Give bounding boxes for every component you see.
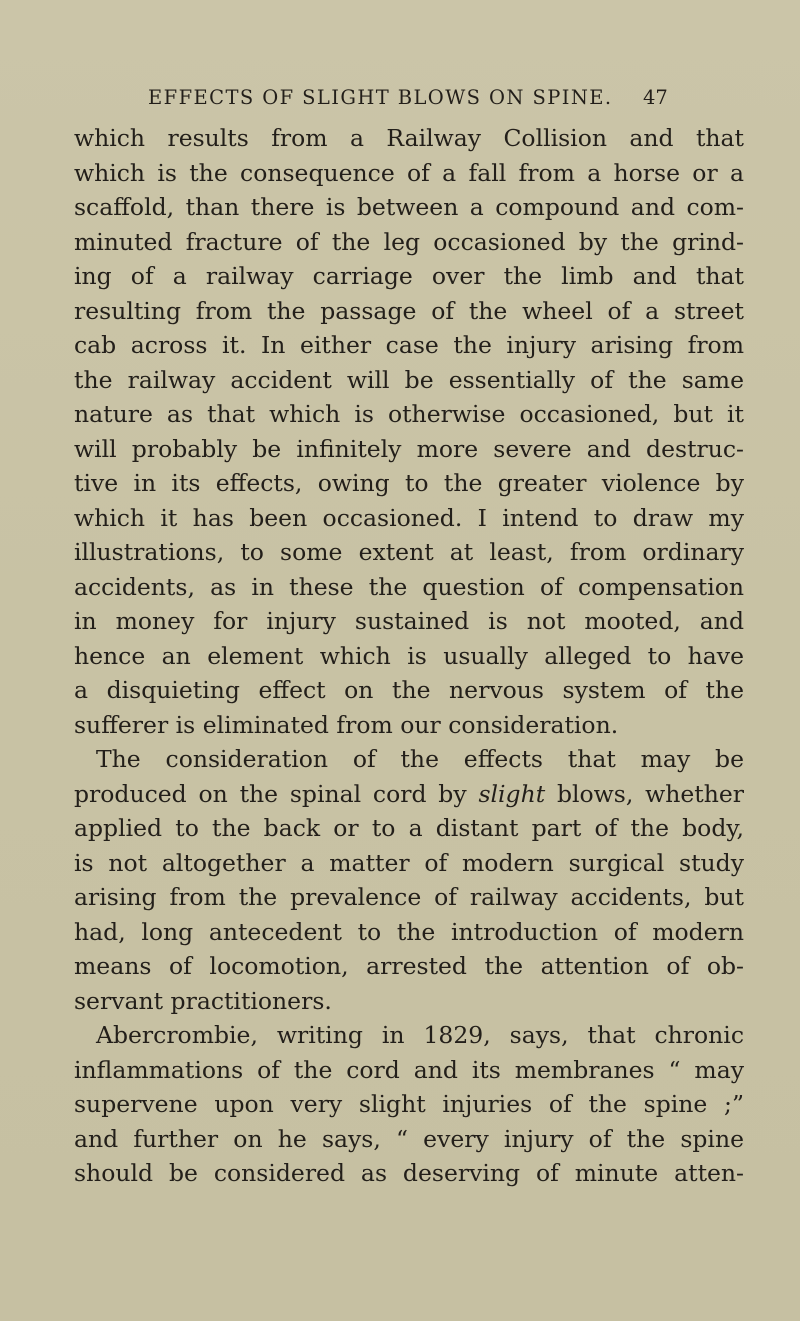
italic-word: slight bbox=[478, 779, 546, 808]
text-line: means of locomotion, arrested the attention of ob- bbox=[74, 952, 744, 980]
text-line: nature as that which is otherwise occasioned, but it bbox=[74, 400, 744, 428]
text-segment: produced on the spinal cord by bbox=[74, 779, 467, 808]
text-line: the railway accident will be essentially of the same bbox=[74, 365, 744, 394]
text-line: should be considered as deserving of minute atten- bbox=[74, 1159, 744, 1187]
text-line: hence an element which is usually alleged to have bbox=[74, 641, 744, 670]
text-line: which is the consequence of a fall from a horse or a bbox=[74, 158, 744, 187]
text-line: in money for injury sustained is not mooted, and bbox=[74, 607, 744, 635]
text-line: applied to the back or to a distant part of the body, bbox=[74, 814, 744, 842]
text-line: arising from the prevalence of railway accidents, but bbox=[74, 883, 744, 911]
text-line: minuted fracture of the leg occasioned by the grind- bbox=[74, 227, 744, 256]
text-line: which results from a Railway Collision and that bbox=[74, 124, 744, 152]
body-text bbox=[74, 121, 744, 1191]
text-line: which it has been occasioned. I intend to draw my bbox=[74, 503, 744, 532]
text-line: servant practitioners. bbox=[74, 986, 332, 1015]
text-line: had, long antecedent to the introduction of modern bbox=[74, 917, 744, 946]
text-line: and further on he says, “ every injury of the spine bbox=[74, 1124, 744, 1153]
text-line: cab across it. In either case the injury arising from bbox=[74, 331, 744, 359]
text-line: accidents, as in these the question of compensation bbox=[74, 572, 744, 601]
text-line: inflammations of the cord and its membranes “ may bbox=[74, 1055, 744, 1084]
text-line: is not altogether a matter of modern surgical study bbox=[74, 848, 744, 877]
paragraph-start-line: Abercrombie, writing in 1829, says, that chronic bbox=[96, 1021, 744, 1049]
text-line: supervene upon very slight injuries of the spine ;” bbox=[74, 1090, 744, 1118]
text-segment: blows, whether bbox=[556, 779, 744, 808]
text-line: resulting from the passage of the wheel of a street bbox=[74, 296, 744, 325]
text-line: sufferer is eliminated from our consideration. bbox=[74, 710, 619, 739]
running-head: EFFECTS OF SLIGHT BLOWS ON SPINE. bbox=[148, 86, 613, 109]
text-line: tive in its effects, owing to the greater violence by bbox=[74, 469, 744, 497]
text-line: a disquieting effect on the nervous system of the bbox=[74, 676, 744, 704]
text-line: will probably be infinitely more severe and destruc- bbox=[74, 434, 744, 463]
page-number: 47 bbox=[643, 86, 668, 109]
text-line: scaffold, than there is between a compound and com- bbox=[74, 193, 744, 221]
text-line-with-italic bbox=[74, 777, 744, 812]
page-header bbox=[0, 86, 800, 116]
paragraph-start-line: The consideration of the effects that may be bbox=[96, 745, 744, 773]
text-line: illustrations, to some extent at least, from ordinary bbox=[74, 538, 744, 566]
text-line: ing of a railway carriage over the limb and that bbox=[74, 262, 744, 290]
